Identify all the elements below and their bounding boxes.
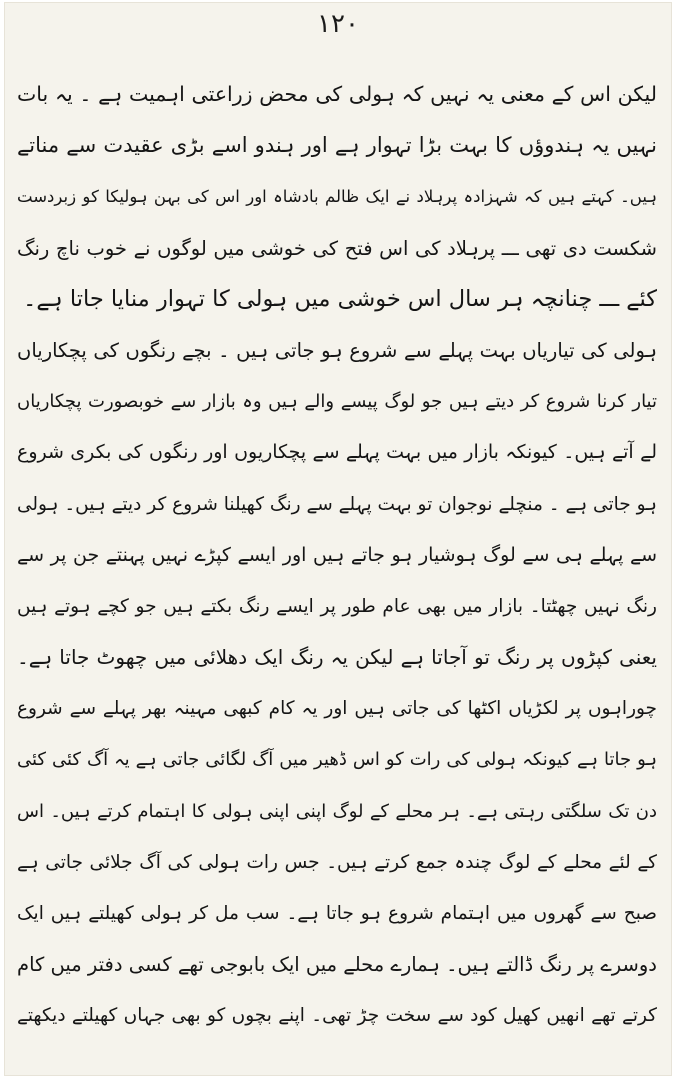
text-line: چوراہوں پر لکڑیاں اکٹھا کی جاتی ہیں اور یہ کام کبھی مہینہ بھر پہلے سے شروع (17, 698, 657, 720)
text-line: ہو جاتا ہے کیونکہ ہولی کی رات کو اس ڈھیر میں آگ لگائی جاتی ہے یہ آگ کئی کئی (17, 749, 657, 771)
text-line: ہو جاتی ہے ۔ منچلے نوجوان تو بہت پہلے سے رنگ کھیلنا شروع کر دیتے ہیں۔ ہولی (17, 493, 657, 515)
text-line: کے لئے محلے کے لوگ چندہ جمع کرتے ہیں۔ جس رات ہولی کی آگ جلائی جاتی ہے (17, 851, 657, 873)
book-page (4, 2, 672, 1076)
text-line: لیکن اس کے معنی یہ نہیں کہ ہولی کی محض زراعتی اہمیت ہے ۔ یہ بات (17, 82, 657, 106)
body-text (17, 69, 657, 1042)
text-line: کرتے تھے انھیں کھیل کود سے سخت چڑ تھی۔ اپنے بچوں کو بھی جہاں کھیلتے دیکھتے (17, 1005, 657, 1027)
text-line: تیار کرنا شروع کر دیتے ہیں جو لوگ پیسے والے ہیں وہ بازار سے خوبصورت پچکاریاں (17, 391, 657, 413)
text-line: رنگ نہیں چھٹتا۔ بازار میں بھی عام طور پر ایسے رنگ بکتے ہیں جو کچے ہوتے ہیں (17, 595, 657, 617)
text-line: دوسرے پر رنگ ڈالتے ہیں۔ ہمارے محلے میں ایک بابوجی تھے کسی دفتر میں کام (17, 953, 657, 977)
text-line: یعنی کپڑوں پر رنگ تو آجاتا ہے لیکن یہ رنگ ایک دھلائی میں چھوٹ جاتا ہے۔ (17, 645, 657, 670)
text-line: شکست دی تھی ـــ پرہلاد کی اس فتح کی خوشی میں لوگوں نے خوب ناچ رنگ (17, 236, 657, 260)
text-line: سے پہلے ہی سے لوگ ہوشیار ہو جاتے ہیں اور ایسے کپڑے نہیں پہنتے جن پر سے (17, 543, 657, 566)
text-line: ہولی کی تیاریاں بہت پہلے سے شروع ہو جاتی ہیں ۔ بچے رنگوں کی پچکاریاں (17, 338, 657, 362)
text-line: دن تک سلگتی رہتی ہے۔ ہر محلے کے لوگ اپنی اپنی ہولی کا اہتمام کرتے ہیں۔ اس (17, 800, 657, 822)
text-line: صبح سے گھروں میں اہتمام شروع ہو جاتا ہے۔ سب مل کر ہولی کھیلتے ہیں ایک (17, 903, 657, 924)
text-line: کئے ـــ چنانچہ ہر سال اس خوشی میں ہولی کا تہوار منایا جاتا ہے۔ (23, 285, 657, 312)
page-number: ۱۲۰ (317, 9, 359, 39)
text-line: لے آتے ہیں۔ کیونکہ بازار میں بہت پہلے سے پچکاریوں اور رنگوں کی بکری شروع (17, 441, 657, 464)
text-line: نہیں یہ ہندوؤں کا بہت بڑا تہوار ہے اور ہندو اسے بڑی عقیدت سے مناتے (17, 133, 657, 158)
text-line: ہیں۔ کہتے ہیں کہ شہزادہ پرہلاد نے ایک ظالم بادشاہ اور اس کی بہن ہولیکا کو زبردست (17, 187, 657, 207)
